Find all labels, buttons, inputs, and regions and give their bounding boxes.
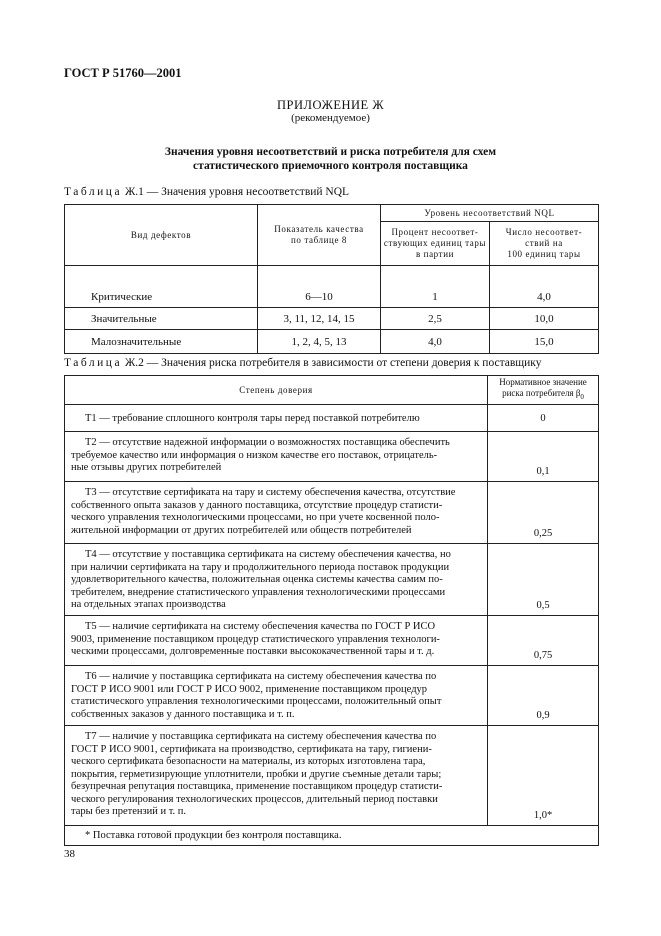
table-row (65, 308, 599, 330)
description-line: собственного опыта заказов у данного поставщика, отсутствие процедур статисти- (71, 499, 443, 511)
trust-description (65, 666, 488, 726)
description-line: Т6 — наличие у поставщика сертификата на систему обеспечения качества по (85, 671, 437, 682)
footnote: * Поставка готовой продукции без контроля поставщика. (65, 826, 599, 846)
cell-per100: 15,0 (490, 330, 599, 354)
beta-subscript: 0 (580, 392, 584, 401)
description-line: ческого управления технологическими процессами, но при учете косвенной поло- (71, 512, 440, 523)
heading-line: статистического приемочного контроля поставщика (193, 160, 468, 172)
cell-percent: 1 (381, 266, 490, 308)
cell-percent: 2,5 (381, 308, 490, 330)
trust-description (65, 544, 488, 616)
table-row (65, 330, 599, 354)
description-line: при наличии сертификата на тару и продолжительного периода поставок продукции (71, 561, 450, 573)
description-line: удовлетворительного качества, положительная оценка системы качества самим по- (71, 574, 443, 585)
table-row (65, 266, 599, 308)
cell-percent: 4,0 (381, 330, 490, 354)
description-line: требителем, внедрение статистического управления технологическими процессами (71, 586, 446, 598)
header-line: по таблице 8 (290, 235, 348, 245)
table-row (65, 482, 599, 544)
description-line: Т5 — наличие сертификата на систему обеспечения качества по ГОСТ Р ИСО (85, 621, 436, 632)
header-defect-type: Вид дефектов (65, 205, 258, 266)
risk-value: 0,1 (488, 432, 599, 482)
description-line: на отдельных этапах производства (71, 599, 226, 610)
table-footnote-row (65, 826, 599, 846)
description-line: Т3 — отсутствие сертификата на тару и систему обеспечения качества, отсутствие (85, 487, 456, 498)
risk-value: 0,75 (488, 616, 599, 666)
description-line: Т4 — отсутствие у поставщика сертификата на систему обеспечения качества, но (85, 549, 451, 560)
cell-defect: Малозначительные (65, 330, 258, 354)
description-line: Т2 — отсутствие надежной информации о возможностях поставщика обеспечить (85, 437, 450, 448)
header-line-text: риска потребителя β (502, 388, 581, 399)
trust-description (65, 482, 488, 544)
table-row (65, 616, 599, 666)
table1-caption-text: Ж.1 — Значения уровня несоответствий NQL (124, 186, 350, 198)
header-percent-nonconforming (381, 222, 490, 266)
risk-value: 0 (488, 405, 599, 432)
description-line: ческими процессами, долговременные поставки высококачественной тары и т. д. (71, 646, 435, 657)
appendix-heading (0, 145, 661, 173)
description-line: Т7 — наличие у поставщика сертификата на систему обеспечения качества по (85, 731, 437, 742)
table2-caption-text: Ж.2 — Значения риска потребителя в зависимости от степени доверия к поставщику (124, 357, 542, 369)
description-line: тары без претензий и т. п. (71, 806, 187, 817)
table1-caption-label: Таблица (64, 186, 123, 198)
description-line: собственных заказов у данного поставщика и т. п. (71, 708, 295, 720)
nql-table (64, 204, 599, 354)
description-line: ГОСТ Р ИСО 9001, сертификата на производство, сертификата на тару, гигиени- (71, 743, 432, 755)
description-line: безупречная репутация поставщика, применение поставщиком процедур статисти- (71, 781, 443, 792)
appendix-subtitle: (рекомендуемое) (291, 112, 370, 124)
cell-defect: Значительные (65, 308, 258, 330)
table-row (65, 405, 599, 432)
risk-value: 0,25 (488, 482, 599, 544)
description-line: требуемое качество или информация о низком качестве его поставок, отрицатель- (71, 449, 438, 461)
description-line: 9003, применение поставщиком процедур статистического управления технологи- (71, 633, 440, 645)
risk-value: 0,5 (488, 544, 599, 616)
cell-per100: 4,0 (490, 266, 599, 308)
table-row (65, 544, 599, 616)
header-trust-degree: Степень доверия (65, 376, 488, 405)
trust-description (65, 616, 488, 666)
table-row (65, 432, 599, 482)
table2-caption (64, 357, 541, 369)
appendix-title: ПРИЛОЖЕНИЕ Ж (276, 98, 385, 112)
header-line: Показатель качества (274, 224, 364, 234)
header-line: Нормативное значение (499, 377, 587, 388)
table-row (65, 666, 599, 726)
cell-indicators: 6—10 (258, 266, 381, 308)
description-line: ческого регулирования технологических процессов, длительный период поставки (71, 793, 438, 805)
heading-line: Значения уровня несоответствий и риска потребителя для схем (164, 146, 497, 158)
header-line: в партии (415, 249, 455, 259)
header-consumer-risk (488, 376, 599, 405)
header-quality-indicator (258, 205, 381, 266)
table2-caption-label: Таблица (64, 357, 123, 369)
description-line: покрытия, герметизирующие уплотнители, пробки и другие съемные детали тары; (71, 768, 442, 780)
description-line: ные отзывы других потребителей (71, 462, 222, 473)
cell-indicators: 1, 2, 4, 5, 13 (258, 330, 381, 354)
description-line: ГОСТ Р ИСО 9001 или ГОСТ Р ИСО 9002, применение поставщиком процедур (71, 683, 428, 695)
header-line: Процент несоответ- (391, 227, 479, 237)
trust-description (65, 726, 488, 826)
page-number: 38 (64, 848, 75, 860)
description-line: ческого сертификата безопасности на материалы, из которых изготовлена тара, (71, 756, 426, 767)
trust-description (65, 432, 488, 482)
header-line: ствующих единиц тары (383, 238, 487, 248)
risk-value: 0,9 (488, 666, 599, 726)
table-row (65, 726, 599, 826)
header-line: Число несоответ- (505, 227, 583, 237)
cell-per100: 10,0 (490, 308, 599, 330)
header-line: 100 единиц тары (507, 249, 581, 259)
header-nql-level: Уровень несоответствий NQL (381, 205, 599, 222)
cell-defect: Критические (65, 266, 258, 308)
header-line: ствий на (525, 238, 563, 248)
header-line (490, 388, 596, 403)
trust-description: Т1 — требование сплошного контроля тары перед поставкой потребителю (65, 405, 488, 432)
consumer-risk-table (64, 375, 599, 846)
standard-code: ГОСТ Р 51760—2001 (64, 66, 182, 80)
table1-caption (64, 186, 349, 198)
description-line: жительной информации от других потребителей или обществ потребителей (71, 524, 412, 536)
description-line: статистического управления технологическими процессами, положительный опыт (71, 696, 442, 707)
risk-value: 1,0* (488, 726, 599, 826)
cell-indicators: 3, 11, 12, 14, 15 (258, 308, 381, 330)
header-nonconformities-per-100 (490, 222, 599, 266)
